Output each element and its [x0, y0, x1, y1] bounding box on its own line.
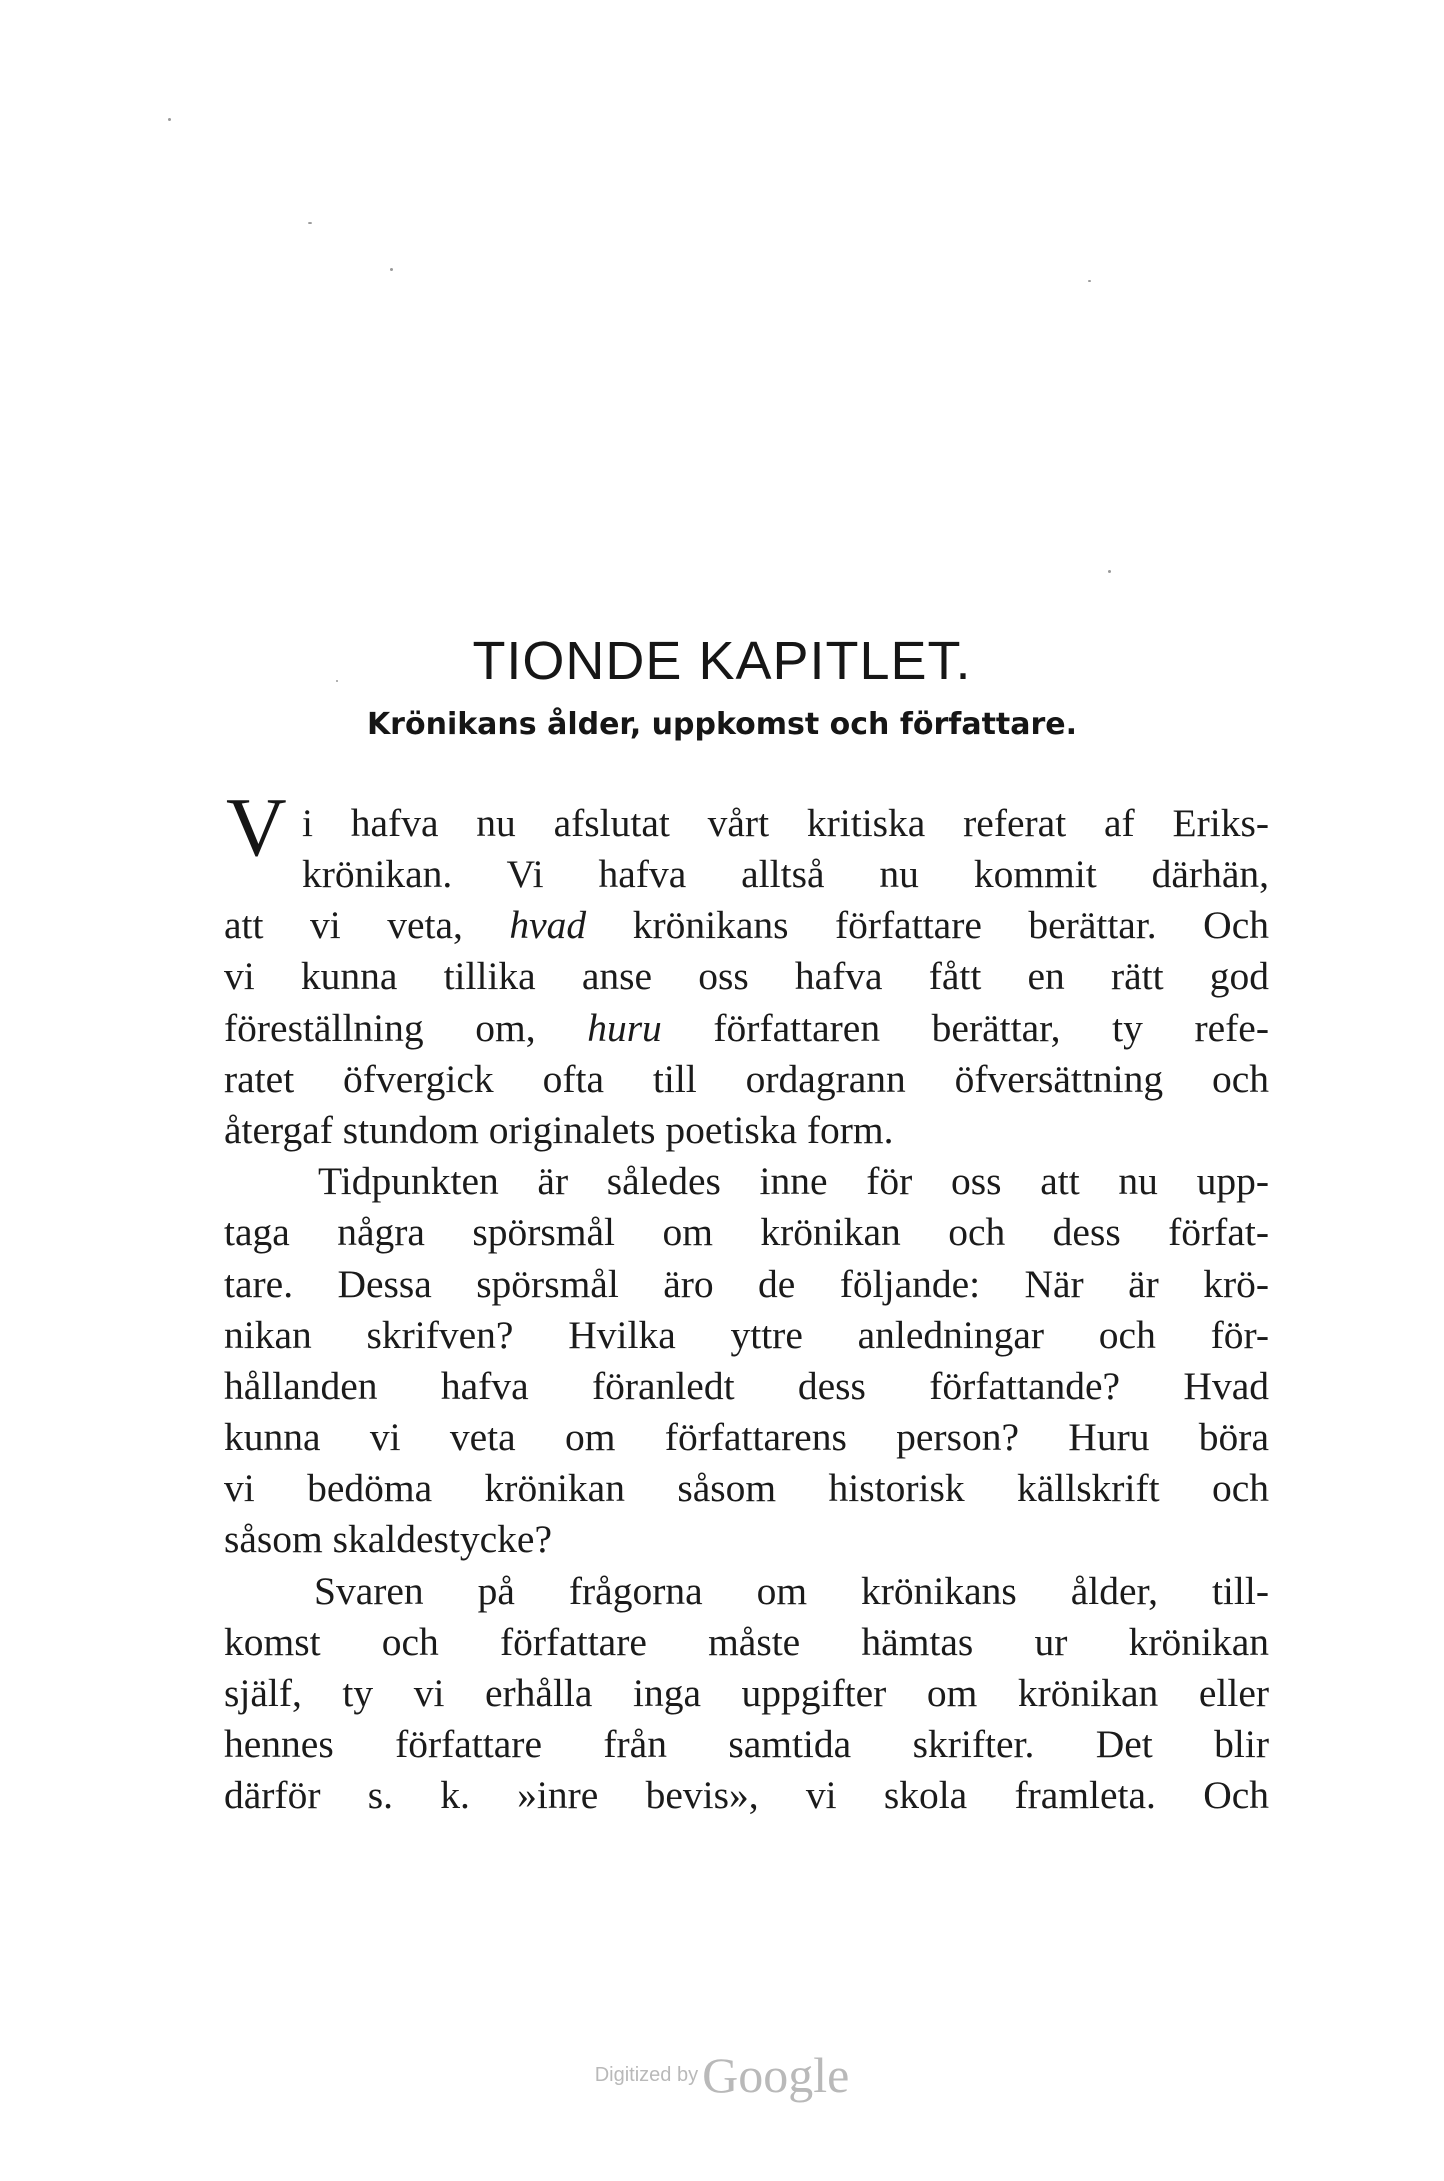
body-line-9: taga några spörsmål om krönikan och dess förfat- [224, 1210, 1269, 1255]
body-line-17: komst och författare måste hämtas ur krönikan [224, 1619, 1269, 1664]
watermark-brand: Google [702, 2047, 850, 2103]
body-text [224, 849, 1269, 1822]
scan-speck [308, 222, 312, 224]
body-line-6: ratet öfvergick ofta till ordagrann öfversättning och [224, 1056, 1269, 1101]
scan-speck [390, 268, 393, 271]
body-line-12: hållanden hafva föranledt dess författande? Hvad [224, 1363, 1269, 1408]
body-line-5: föreställning om, huru författaren berättar, ty refe- [224, 1005, 1269, 1050]
watermark-prefix: Digitized by [594, 2064, 699, 2086]
body-line-8: Tidpunkten är således inne för oss att nu upp- [318, 1159, 1269, 1204]
body-line-18: själf, ty vi erhålla inga uppgifter om krönikan eller [224, 1671, 1269, 1715]
body-line-3: att vi veta, hvad krönikans författare berättar. Och [224, 903, 1269, 948]
chapter-title: TIONDE KAPITLET. [472, 631, 972, 692]
body-line-1: i hafva nu afslutat vårt kritiska referat af Eriks- [302, 801, 1269, 845]
body-line-4: vi kunna tillika anse oss hafva fått en rätt god [224, 954, 1269, 999]
body-line-2: krönikan. Vi hafva alltså nu kommit därhän, [302, 852, 1269, 896]
body-line-11: nikan skrifven? Hvilka yttre anledningar och för- [224, 1312, 1269, 1357]
body-line-15: såsom skaldestycke? [224, 1517, 552, 1562]
drop-cap: V [226, 781, 287, 874]
digitized-watermark [0, 2047, 1444, 2103]
emphasis-hvad: hvad [509, 903, 587, 948]
chapter-subtitle: Krönikans ålder, uppkomst och författare. [366, 707, 1078, 742]
body-line-16: Svaren på frågorna om krönikans ålder, till- [314, 1568, 1269, 1613]
body-line-19: hennes författare från samtida skrifter. Det blir [224, 1722, 1269, 1767]
emphasis-huru: huru [587, 1005, 662, 1050]
body-line-7: återgaf stundom originalets poetiska form. [224, 1107, 894, 1152]
body-line-14: vi bedöma krönikan såsom historisk källskrift och [224, 1466, 1269, 1511]
scan-speck [1108, 570, 1111, 573]
body-line-20: därför s. k. »inre bevis», vi skola framleta. Och [224, 1773, 1269, 1818]
scan-speck [168, 118, 171, 121]
body-line-13: kunna vi veta om författarens person? Huru böra [224, 1415, 1269, 1460]
body-line-10: tare. Dessa spörsmål äro de följande: När är krö- [224, 1261, 1269, 1306]
scan-speck [1088, 280, 1091, 282]
